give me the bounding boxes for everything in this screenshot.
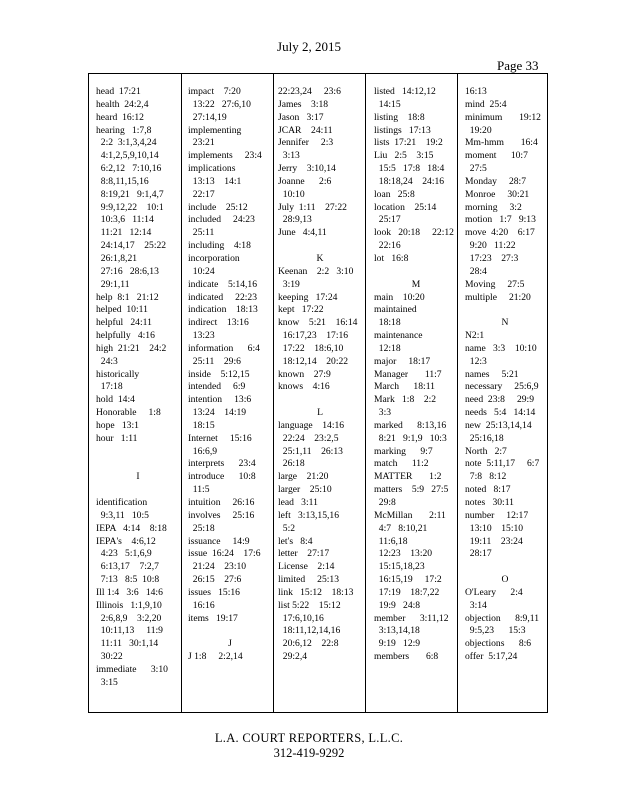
index-entry: location 25:14 (374, 201, 437, 213)
section-letter: K (316, 252, 324, 264)
index-entry: member 3:11,12 (374, 612, 449, 624)
index-entry: 12:18 (374, 342, 401, 354)
index-entry: move 4:20 6:17 (465, 227, 535, 239)
index-entry: 3:15 (96, 676, 118, 688)
index-entry: 9:3,11 10:5 (96, 509, 149, 521)
index-entry: 3:19 (278, 278, 300, 290)
index-entry: new 25:13,14,14 (465, 419, 532, 431)
index-entry: letter 27:17 (278, 548, 330, 560)
index-entry: 25:18 (188, 522, 215, 534)
index-entry: 11:5 (188, 484, 210, 496)
index-entry: 6:13,17 7:2,7 (96, 561, 159, 573)
index-entry: impact 7:20 (188, 86, 241, 97)
index-entry: 3:13 (278, 150, 300, 162)
index-entry: 8:21 9:1,9 10:3 (374, 432, 447, 444)
index-entry: hour 1:11 (96, 432, 138, 444)
index-entry: involves 25:16 (188, 509, 255, 521)
index-entry: objection 8:9,11 (465, 612, 539, 624)
index-entry: 16:13 (465, 86, 487, 97)
index-entry: 30:22 (96, 651, 123, 663)
index-entry: IEPA 4:14 8:18 (96, 522, 167, 534)
index-entry: Jason 3:17 (278, 111, 324, 123)
index-entry (374, 266, 458, 279)
index-entry: Ill 1:4 3:6 14:6 (96, 586, 163, 598)
index-entry: Moving 27:5 (465, 278, 525, 290)
section-letter: L (317, 407, 323, 419)
index-entry: 28:17 (465, 548, 492, 560)
index-entry: 22:24 23:2,5 (278, 432, 339, 444)
index-entry: 28:4 (465, 265, 487, 277)
index-entry: large 21:20 (278, 471, 329, 483)
index-entry: implications (188, 163, 236, 175)
index-entry: Jennifer 2:3 (278, 137, 334, 149)
index-entry: names 5:21 (465, 368, 519, 380)
index-entry: intended 6:9 (188, 381, 246, 393)
index-entry: 21:24 23:10 (188, 561, 247, 573)
index-entry: 8:8,11,15,16 (96, 175, 149, 187)
index-entry: marking 9:7 (374, 445, 433, 457)
index-entry: 2:6,8,9 3:2,20 (96, 612, 162, 624)
index-entry: name 3:3 10:10 (465, 342, 537, 354)
index-entry: 7:8 8:12 (465, 471, 507, 483)
index-entry: health 24:2,4 (96, 98, 149, 110)
index-entry: July 1:11 27:22 (278, 201, 347, 213)
index-entry: listings 17:13 (374, 124, 431, 136)
index-entry: listing 18:8 (374, 111, 425, 123)
index-entry: 18:12,14 20:22 (278, 355, 349, 367)
index-entry: intention 13:6 (188, 394, 252, 406)
index-entry: objections 8:6 (465, 638, 532, 650)
index-entry: Monday 28:7 (465, 175, 527, 187)
index-entry: help 8:1 21:12 (96, 291, 159, 303)
index-entry: 3:13,14,18 (374, 625, 420, 637)
index-entry: 13:22 27:6,10 (188, 98, 251, 110)
index-entry: hearing 1:7,8 (96, 124, 152, 136)
index-entry: 29:8 (374, 497, 396, 508)
index-entry: motion 1:7 9:13 (465, 214, 536, 226)
index-entry: hope 13:1 (96, 419, 139, 431)
index-entry: indirect 13:16 (188, 317, 249, 329)
index-entry: keeping 17:24 (278, 291, 338, 303)
index-entry (188, 625, 272, 638)
index-entry (465, 561, 545, 574)
index-entry: 27:5 (465, 163, 487, 175)
index-entry: 25:17 (374, 214, 401, 226)
index-entry: morning 3:2 (465, 201, 522, 213)
index-entry: included 24:23 (188, 214, 255, 226)
index-entry: language 14:16 (278, 419, 345, 431)
index-entry: issue 16:24 17:6 (188, 548, 261, 560)
index-entry: number 12:17 (465, 509, 529, 521)
index-entry: 2:2 3:1,3,4,24 (96, 137, 157, 149)
column-divider (273, 74, 274, 712)
section-letter: J (228, 638, 232, 650)
index-entry: helpfully 4:16 (96, 330, 155, 342)
index-entry: Internet 15:16 (188, 432, 252, 444)
index-entry: 16:16 (188, 599, 215, 611)
index-entry: 23:21 (188, 137, 215, 149)
index-entry (96, 446, 180, 459)
index-entry (278, 240, 362, 253)
index-entry: major 18:17 (374, 355, 431, 367)
index-entry: 22:23,24 23:6 (278, 86, 341, 97)
index-entry: listed 14:12,12 (374, 86, 436, 97)
index-entry: known 27:9 (278, 368, 331, 380)
index-entry: 16:17,23 17:16 (278, 330, 349, 342)
index-entry: marked 8:13,16 (374, 419, 447, 431)
index-entry: needs 5:4 14:14 (465, 407, 536, 419)
index-entry: kept 17:22 (278, 304, 324, 316)
index-entry: main 10:20 (374, 291, 425, 303)
index-column-2 (188, 86, 272, 664)
index-table (88, 73, 548, 713)
index-entry: Joanne 2:6 (278, 175, 332, 187)
index-entry: 22:16 (374, 240, 401, 252)
index-entry: 12:23 13:20 (374, 548, 433, 560)
index-entry: implements 23:4 (188, 150, 262, 162)
index-entry: 19:11 23:24 (465, 535, 523, 547)
index-entry: maintained (374, 304, 417, 316)
index-entry: knows 4:16 (278, 381, 330, 393)
index-entry: 19:9 24:8 (374, 599, 421, 611)
index-entry: incorporation (188, 252, 240, 264)
index-entry: 26:18 (278, 458, 305, 470)
index-entry: match 11:2 (374, 458, 429, 470)
index-entry: including 4:18 (188, 240, 251, 252)
index-entry: matters 5:9 27:5 (374, 484, 449, 496)
index-entry: 28:9,13 (278, 214, 312, 226)
index-entry: Keenan 2:2 3:10 (278, 265, 354, 277)
index-entry: Manager 11:7 (374, 368, 442, 380)
index-entry: 22:17 (188, 188, 215, 200)
index-entry: lot 16:8 (374, 252, 409, 264)
index-column-1 (96, 86, 180, 690)
index-entry: 18:15 (188, 419, 215, 431)
index-entry: items 19:17 (188, 612, 238, 624)
index-entry: N2:1 (465, 330, 485, 342)
index-entry: 29:1,11 (96, 278, 130, 290)
index-entry: 17:18 (96, 381, 123, 393)
index-entry: 16:6,9 (188, 445, 218, 457)
index-entry: left 3:13,15,16 (278, 509, 340, 521)
index-entry: June 4:4,11 (278, 227, 327, 239)
column-divider (365, 74, 366, 712)
index-entry: indicate 5:14,16 (188, 278, 258, 290)
index-entry: Mm-hmm 16:4 (465, 137, 538, 149)
index-entry: 10:3,6 11:14 (96, 214, 154, 226)
index-entry: heard 16:12 (96, 111, 144, 123)
index-entry: moment 10:7 (465, 150, 528, 162)
index-entry: lists 17:21 19:2 (374, 137, 443, 149)
index-entry: historically (96, 368, 140, 380)
index-entry: head 17:21 (96, 86, 141, 97)
index-entry: 16:15,19 17:2 (374, 574, 442, 586)
index-entry: 15:15,18,23 (374, 561, 425, 573)
index-entry: intuition 26:16 (188, 497, 255, 508)
index-entry: indicated 22:23 (188, 291, 258, 303)
index-entry: McMillan 2:11 (374, 509, 446, 521)
index-entry: 15:5 17:8 18:4 (374, 163, 445, 175)
index-entry: larger 25:10 (278, 484, 332, 496)
index-entry: 13:10 15:10 (465, 522, 524, 534)
index-entry: multiple 21:20 (465, 291, 531, 303)
section-letter: I (136, 471, 140, 483)
index-entry: MATTER 1:2 (374, 471, 442, 483)
index-entry: 9:20 11:22 (465, 240, 516, 252)
index-entry: lead 3:11 (278, 497, 318, 508)
index-entry: 18:18 (374, 317, 401, 329)
index-entry: 7:13 8:5 10:8 (96, 574, 160, 586)
index-entry: License 2:14 (278, 561, 335, 573)
index-entry: noted 8:17 (465, 484, 511, 496)
index-entry: list 5:22 15:12 (278, 599, 341, 611)
index-entry: implementing (188, 124, 242, 136)
index-entry: J 1:8 2:2,14 (188, 651, 243, 663)
index-entry: 24:14,17 25:22 (96, 240, 167, 252)
index-entry: 10:24 (188, 265, 215, 277)
index-entry: 26:15 27:6 (188, 574, 242, 586)
index-entry (465, 304, 545, 317)
index-entry: 25:11 29:6 (188, 355, 241, 367)
index-entry: IEPA's 4:6,12 (96, 535, 156, 547)
index-entry: 24:3 (96, 355, 118, 367)
index-entry: necessary 25:6,9 (465, 381, 539, 393)
index-entry: note 5:11,17 6:7 (465, 458, 540, 470)
index-entry: minimum 19:12 (465, 111, 541, 123)
index-entry: 18:11,12,14,16 (278, 625, 341, 637)
index-entry: 29:2,4 (278, 651, 308, 663)
index-entry: let's 8:4 (278, 535, 313, 547)
index-entry: Monroe 30:21 (465, 188, 530, 200)
index-entry: 8:19,21 9:1,4,7 (96, 188, 164, 200)
index-entry: 13:23 (188, 330, 215, 342)
index-entry: 26:1,8,21 (96, 252, 138, 264)
index-entry: high 21:21 24:2 (96, 342, 167, 354)
index-entry: introduce 10:8 (188, 471, 256, 483)
index-entry: 4:7 8:10,21 (374, 522, 428, 534)
index-entry: Liu 2:5 3:15 (374, 150, 434, 162)
index-entry: 3:3 (374, 407, 392, 419)
index-entry: North 2:7 (465, 445, 507, 457)
index-entry: 10:11,13 11:9 (96, 625, 163, 637)
index-entry: loan 25:8 (374, 188, 415, 200)
index-entry: Honorable 1:8 (96, 407, 161, 419)
index-entry: 11:6,18 (374, 535, 408, 547)
index-entry: maintenance (374, 330, 423, 342)
index-entry: immediate 3:10 (96, 663, 168, 675)
index-entry: indication 18:13 (188, 304, 258, 316)
index-entry: 14:15 (374, 98, 401, 110)
index-entry: hold 14:4 (96, 394, 135, 406)
index-entry: Mark 1:8 2:2 (374, 394, 437, 406)
index-entry: 25:1,11 26:13 (278, 445, 343, 457)
index-entry: 3:14 (465, 599, 487, 611)
index-entry: link 15:12 18:13 (278, 586, 354, 598)
index-entry (278, 394, 362, 407)
index-entry: helpful 24:11 (96, 317, 152, 329)
index-entry: inside 5:12,15 (188, 368, 250, 380)
index-entry: March 18:11 (374, 381, 435, 393)
index-entry: notes 30:11 (465, 497, 514, 508)
index-entry: 5:2 (278, 522, 296, 534)
index-entry: 20:6,12 22:8 (278, 638, 339, 650)
reporter-phone: 312-419-9292 (273, 746, 345, 760)
index-entry: 4:1,2,5,9,10,14 (96, 150, 159, 162)
index-entry: Jerry 3:10,14 (278, 163, 336, 175)
index-column-4 (374, 86, 458, 664)
section-letter: N (501, 317, 509, 329)
index-entry: 17:22 18:6,10 (278, 342, 344, 354)
index-entry: 10:10 (278, 188, 305, 200)
index-entry: 13:24 14:19 (188, 407, 247, 419)
section-letter: O (501, 574, 509, 586)
index-entry: offer 5:17,24 (465, 651, 518, 663)
index-entry: 17:6,10,16 (278, 612, 324, 624)
index-entry: 17:23 27:3 (465, 252, 519, 264)
index-entry: 13:13 14:1 (188, 175, 242, 187)
section-letter: M (411, 278, 421, 290)
index-entry: 27:16 28:6,13 (96, 265, 159, 277)
index-entry (96, 484, 180, 497)
index-entry: Illinois 1:1,9,10 (96, 599, 162, 611)
index-entry: mind 25:4 (465, 98, 507, 110)
index-entry: include 25:12 (188, 201, 248, 213)
index-entry: 9:19 12:9 (374, 638, 421, 650)
page-number: Page 33 (497, 58, 539, 73)
index-entry: 9:9,12,22 10:1 (96, 201, 164, 213)
index-entry: 18:18,24 24:16 (374, 175, 445, 187)
reporter-company: L.A. COURT REPORTERS, L.L.C. (214, 731, 404, 745)
index-entry: 25:11 (188, 227, 215, 239)
index-column-5 (465, 86, 545, 664)
index-entry: information 6:4 (188, 342, 260, 354)
index-entry: 25:16,18 (465, 432, 504, 444)
index-column-3 (278, 86, 362, 664)
index-entry: 27:14,19 (188, 111, 227, 123)
index-entry: interprets 23:4 (188, 458, 256, 470)
index-entry: O'Leary 2:4 (465, 586, 523, 598)
index-entry (96, 458, 180, 471)
index-entry: know 5:21 16:14 (278, 317, 358, 329)
index-entry: James 3:18 (278, 98, 329, 110)
index-entry: issues 15:16 (188, 586, 240, 598)
transcript-date: July 2, 2015 (277, 39, 341, 54)
index-entry: 17:19 18:7,22 (374, 586, 440, 598)
index-entry: members 6:8 (374, 651, 439, 663)
index-entry: need 23:8 29:9 (465, 394, 535, 406)
index-entry: 19:20 (465, 124, 492, 136)
index-entry: limited 25:13 (278, 574, 340, 586)
column-divider (181, 74, 182, 712)
index-entry: 11:11 30:1,14 (96, 638, 159, 650)
index-entry: 9:5,23 15:3 (465, 625, 526, 637)
index-entry: look 20:18 22:12 (374, 227, 454, 239)
index-entry: 6:2,12 7:10,16 (96, 163, 162, 175)
index-entry: helped 10:11 (96, 304, 148, 316)
index-entry: identification (96, 497, 148, 508)
index-entry: 12:3 (465, 355, 487, 367)
index-entry: issuance 14:9 (188, 535, 250, 547)
index-entry: 4:23 5:1,6,9 (96, 548, 152, 560)
index-entry: JCAR 24:11 (278, 124, 333, 136)
index-entry: 11:21 12:14 (96, 227, 152, 239)
